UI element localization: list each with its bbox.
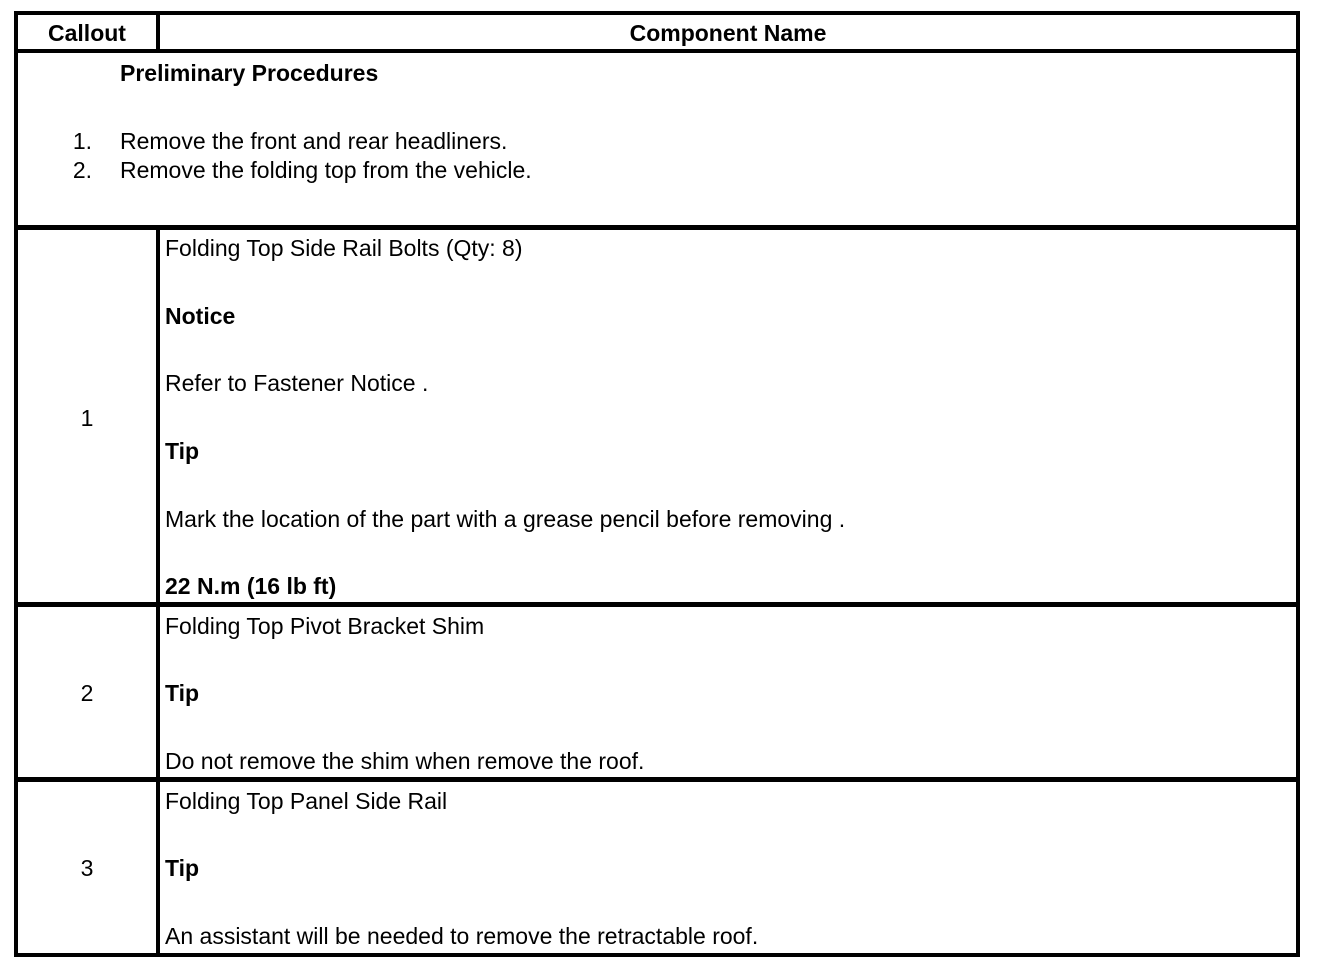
row-1-callout: 1	[80, 405, 94, 431]
header-component-name: Component Name	[629, 20, 827, 46]
preliminary-divider	[14, 225, 1300, 230]
row-2-tip-text: Do not remove the shim when remove the roof.	[165, 748, 645, 774]
header-callout: Callout	[48, 20, 126, 46]
row-1-tip-label: Tip	[165, 438, 200, 464]
row-2-callout: 2	[80, 680, 94, 706]
row-1-notice-text: Refer to Fastener Notice .	[165, 370, 429, 396]
row-3-callout: 3	[80, 855, 94, 881]
header-divider	[14, 49, 1300, 53]
preliminary-step-2-text: Remove the folding top from the vehicle.	[120, 157, 532, 183]
row-1-torque: 22 N.m (16 lb ft)	[165, 573, 337, 599]
row-3-component-name: Folding Top Panel Side Rail	[165, 788, 448, 814]
rows-column-divider	[156, 227, 160, 957]
row-1-notice-label: Notice	[165, 303, 236, 329]
row-2-component-name: Folding Top Pivot Bracket Shim	[165, 613, 485, 639]
preliminary-title: Preliminary Procedures	[120, 60, 379, 86]
preliminary-step-1-text: Remove the front and rear headliners.	[120, 128, 508, 154]
row-1-divider	[14, 602, 1300, 607]
row-2-tip-label: Tip	[165, 680, 200, 706]
row-3-tip-text: An assistant will be needed to remove the retractable roof.	[165, 923, 759, 949]
row-3-tip-label: Tip	[165, 855, 200, 881]
row-1-tip-text: Mark the location of the part with a grease pencil before removing .	[165, 506, 846, 532]
preliminary-step-1-number: 1.	[72, 128, 92, 154]
row-2-divider	[14, 777, 1300, 782]
preliminary-step-2-number: 2.	[72, 157, 92, 183]
row-1-component-name: Folding Top Side Rail Bolts (Qty: 8)	[165, 235, 523, 261]
